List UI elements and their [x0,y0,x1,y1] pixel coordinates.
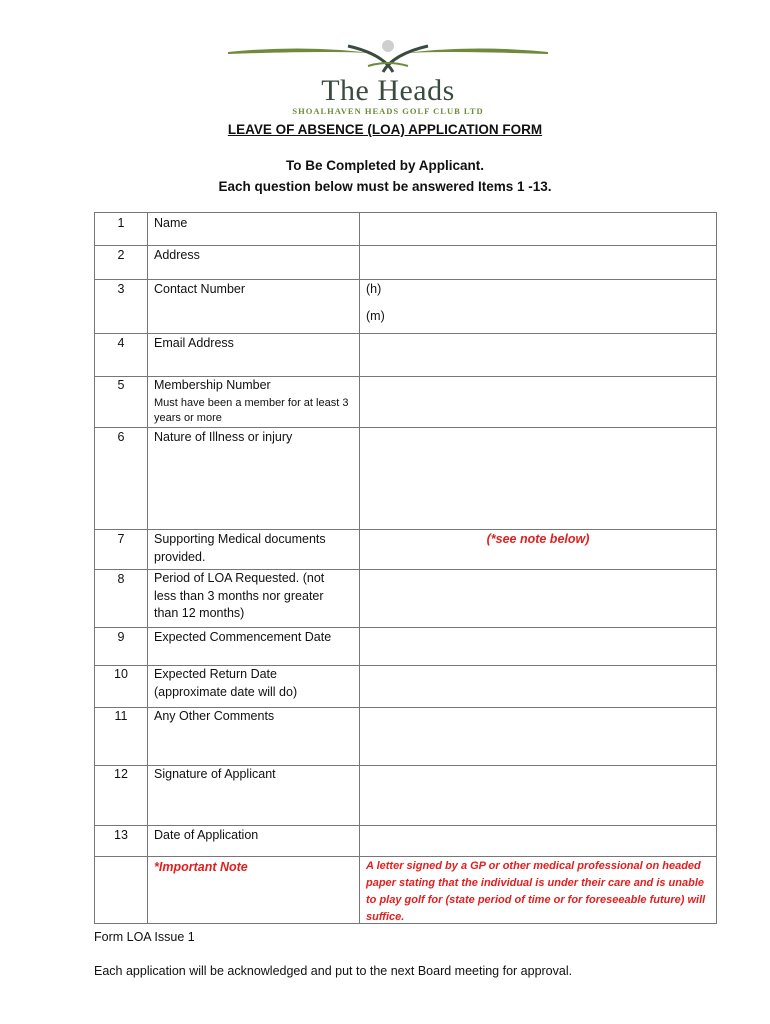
row-label-illness: Nature of Illness or injury [154,430,293,444]
row-divider [95,279,716,280]
row-label-loa-period: Period of LOA Requested. (not less than 3 months nor greater than 12 months) [154,571,325,620]
illness-field[interactable] [360,428,716,528]
row-number: 7 [117,532,125,546]
row-label-return-date: Expected Return Date (approximate date will do) [154,667,298,699]
row-number: 8 [117,572,125,586]
membership-note: Must have been a member for at least 3 years or more [154,397,349,424]
loa-period-field[interactable] [360,570,716,626]
row-number: 10 [114,667,128,681]
row-divider [95,529,716,530]
row-number: 5 [117,378,125,392]
other-comments-field[interactable] [360,708,716,764]
row-number: 2 [117,248,125,262]
club-logo [228,40,548,120]
row-number: 12 [114,767,128,781]
row-label-contact-number: Contact Number [154,282,246,296]
row-label-name: Name [154,216,188,230]
medical-documents-note: (*see note below) [486,532,590,546]
application-date-field[interactable] [360,826,716,855]
application-table [94,212,717,924]
row-number: 6 [117,430,125,444]
column-divider [147,213,148,923]
row-label-other-comments: Any Other Comments [154,709,275,723]
row-label-signature: Signature of Applicant [154,767,276,781]
form-issue: Form LOA Issue 1 [94,930,195,944]
mobile-phone-field[interactable]: (m) [366,309,385,323]
row-label-address: Address [154,248,200,262]
logo-subtitle: SHOALHAVEN HEADS GOLF CLUB LTD [292,106,484,116]
important-note-text: A letter signed by a GP or other medical professional on headed paper stating that the individual is under their care and is unable to play golf for (state period of time or for foreseeable future) will suffice. [366,860,706,923]
row-number: 9 [117,630,125,644]
row-number: 11 [114,709,128,723]
name-field[interactable] [360,214,716,244]
logo-title: The Heads [321,74,455,107]
row-number: 1 [117,216,125,230]
membership-number-field[interactable] [360,377,716,426]
row-number: 3 [117,282,125,296]
return-date-field[interactable] [360,666,716,706]
address-field[interactable] [360,246,716,278]
important-note-label: *Important Note [154,860,248,874]
commencement-date-field[interactable] [360,628,716,664]
instruction-line-1: To Be Completed by Applicant. [285,158,484,173]
footer-statement: Each application will be acknowledged and put to the next Board meeting for approval. [94,964,573,978]
row-number: 13 [114,828,128,842]
instruction-line-2: Each question below must be answered Items 1 -13. [218,179,552,194]
home-phone-field[interactable]: (h) [366,282,382,296]
row-label-membership-number: Membership Number [154,378,271,392]
form-title: LEAVE OF ABSENCE (LOA) APPLICATION FORM [227,122,543,137]
row-divider [95,856,716,857]
row-label-commencement-date: Expected Commencement Date [154,630,332,644]
email-field[interactable] [360,334,716,375]
row-label-medical-documents: Supporting Medical documents provided. [154,532,326,564]
signature-field[interactable] [360,766,716,824]
row-label-application-date: Date of Application [154,828,259,842]
row-number: 4 [117,336,125,350]
row-label-email: Email Address [154,336,234,350]
